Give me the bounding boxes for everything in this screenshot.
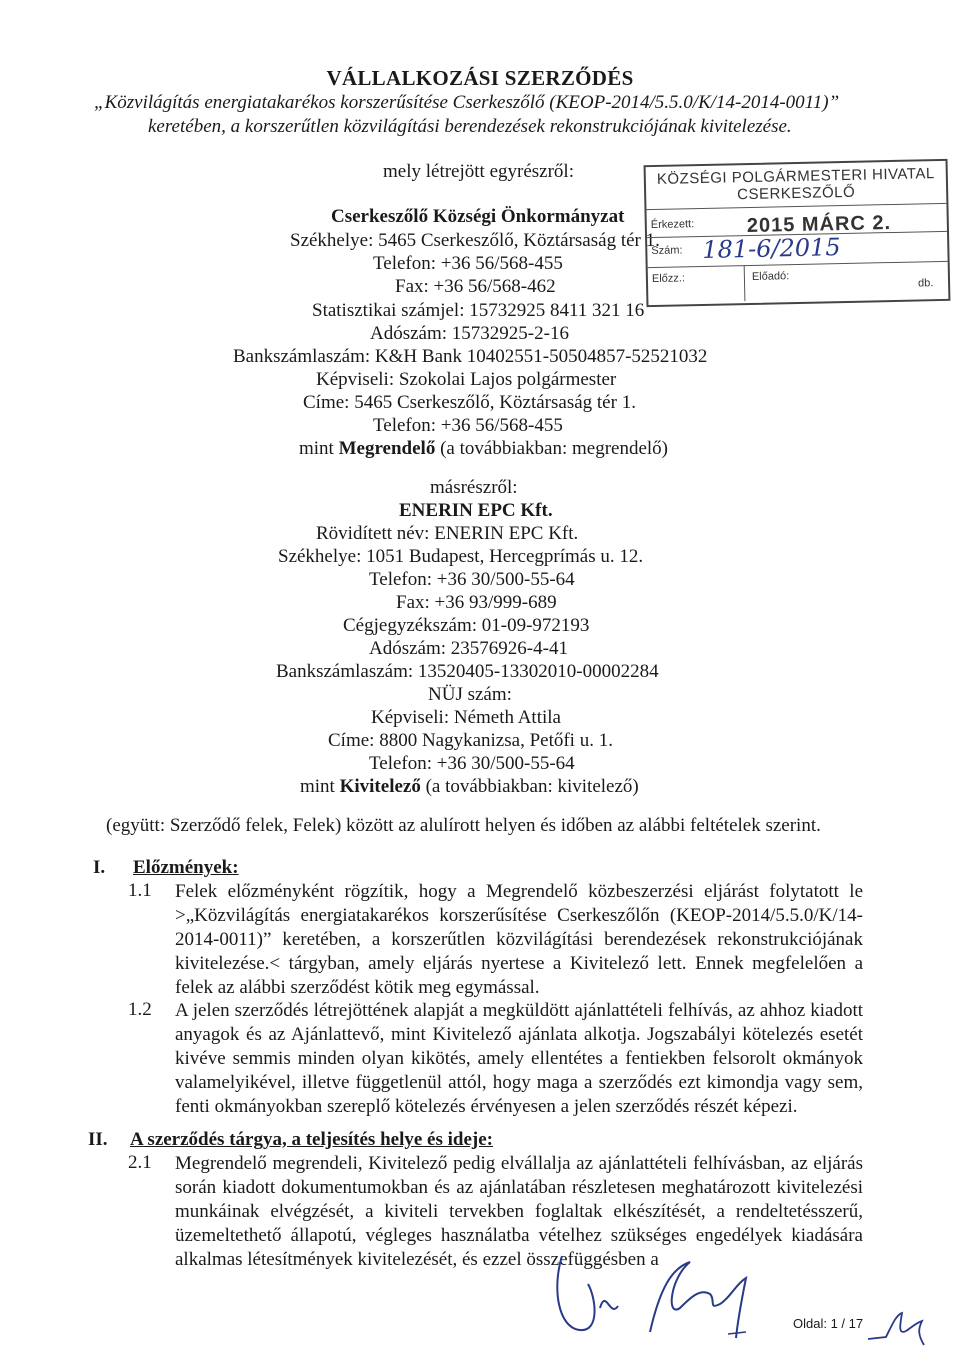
document-subtitle-line2: keretében, a korszerűtlen közvilágítási berendezések rekonstrukciójának kivitelezése.	[148, 116, 792, 137]
para-1-1-number: 1.1	[128, 880, 152, 901]
signature-scribble	[540, 1248, 790, 1348]
party2-rep: Képviseli: Németh Attila	[371, 707, 561, 728]
party1-tax: Adószám: 15732925-2-16	[370, 323, 569, 344]
initials-scribble	[862, 1305, 932, 1350]
party2-name: ENERIN EPC Kft.	[399, 500, 553, 521]
stamp-header: KÖZSÉGI POLGÁRMESTERI HIVATAL CSERKESZŐLŐ	[656, 165, 935, 204]
together-clause: (együtt: Szerződő felek, Felek) között az alulírott helyen és időben az alábbi feltételek szerint.	[106, 815, 821, 836]
stamp-handler-label: Előadó:	[751, 270, 790, 283]
party2-tax: Adószám: 23576926-4-41	[369, 638, 568, 659]
stamp-received-label: Érkezett:	[650, 218, 695, 232]
party2-seat: Székhelye: 1051 Budapest, Hercegprímás u. 12.	[278, 546, 644, 567]
page-number: Oldal: 1 / 17	[793, 1316, 864, 1331]
party1-addr: Címe: 5465 Cserkeszőlő, Köztársaság tér 1.	[303, 392, 636, 413]
party2-phone: Telefon: +36 30/500-55-64	[369, 569, 575, 590]
stamp-divider	[744, 265, 747, 301]
stamp-received-date: 2015 MÁRC 2.	[746, 212, 892, 238]
party2-bank: Bankszámlaszám: 13520405-13302010-00002284	[276, 661, 659, 682]
stamp-pieces-label: db.	[917, 277, 934, 290]
party2-nuj: NÜJ szám:	[428, 684, 512, 705]
party1-role: mint Megrendelő (a továbbiakban: megrendelő)	[299, 438, 669, 459]
para-1-2-number: 1.2	[128, 999, 152, 1020]
para-2-1-number: 2.1	[128, 1152, 152, 1173]
party2-role: mint Kivitelező (a továbbiakban: kivitelező)	[300, 776, 639, 797]
party1-phone: Telefon: +36 56/568-455	[373, 253, 563, 274]
stamp-number-label: Szám:	[651, 244, 683, 258]
section2-number: II.	[88, 1129, 108, 1150]
party2-phone2: Telefon: +36 30/500-55-64	[369, 753, 575, 774]
party1-seat: Székhelye: 5465 Cserkeszőlő, Köztársaság tér 1.	[290, 230, 660, 251]
stamp-prev-label: Előzz.:	[651, 272, 686, 286]
document-title: VÁLLALKOZÁSI SZERZŐDÉS	[326, 66, 634, 90]
para-1-2-text: A jelen szerződés létrejöttének alapját a megküldött ajánlattételi felhívás, az ahhoz kiadott anyagok és az Ajánlattevő, mint Kivitelező ajánlata alkotja. Jogszabályi kötelezés esetét kivéve semmis minden olyan kikötés, amely ellentétes a fentiekben felsorolt okmányok valamelyikével, illetve függetlenül attól, hogy maga a szerződés ezt kimondja vagy sem, fenti okmányokban szereplő kötelezés érvényesen a jelen szerződés részét képezi.	[175, 1000, 863, 1117]
intro-one: mely létrejött egyrészről:	[383, 161, 574, 182]
section2-title: A szerződés tárgya, a teljesítés helye és ideje:	[130, 1129, 493, 1150]
party1-fax: Fax: +36 56/568-462	[395, 276, 556, 297]
para-1-1-text: Felek előzményként rögzítik, hogy a Megrendelő közbeszerzési eljárást folytatott le >„Közvilágítás energiatakarékos korszerűsítése Cserkeszőlőn (KEOP-2014/5.5.0/K/14-2014-0011)” keretében, a korszerűtlen közvilágítási berendezések rekonstrukciójának kivitelezése.< tárgyban, amely eljárás nyertese a Kivitelező lett. Ennek megfelelően a felek az alábbi szerződést kötik meg egymással.	[175, 881, 863, 998]
registry-stamp	[644, 159, 951, 307]
party2-fax: Fax: +36 93/999-689	[396, 592, 557, 613]
section1-number: I.	[93, 857, 106, 878]
party1-stat: Statisztikai számjel: 15732925 8411 321 16	[312, 300, 645, 321]
para-2-1-text: Megrendelő megrendeli, Kivitelező pedig elvállalja az ajánlattételi felhívásban, az eljárás során kiadott dokumentumokban és az ajánlatában részletesen meghatározott kivitelezési munkáinak elvégzését, a kiviteli tervekben foglaltak elkészítését, a rendeltetésszerű, üzemeltethető állapotú, végleges használatba vételhez szükséges engedélyek kiadására alkalmas létesítmények kivitelezését, és ezzel összefüggésben a	[175, 1153, 863, 1270]
party1-name: Cserkeszőlő Községi Önkormányzat	[331, 206, 625, 227]
party1-bank: Bankszámlaszám: K&H Bank 10402551-50504857-52521032	[233, 346, 708, 367]
intro-two: másrészről:	[430, 477, 518, 498]
party2-reg: Cégjegyzékszám: 01-09-972193	[343, 615, 590, 636]
party2-addr: Címe: 8800 Nagykanizsa, Petőfi u. 1.	[328, 730, 613, 751]
document-subtitle-line1: „Közvilágítás energiatakarékos korszerűsítése Cserkeszőlő (KEOP-2014/5.5.0/K/14-2014-0011)”	[94, 92, 840, 113]
party1-phone2: Telefon: +36 56/568-455	[373, 415, 563, 436]
party1-rep: Képviseli: Szokolai Lajos polgármester	[316, 369, 617, 390]
stamp-number-handwritten: 181-6/2015	[702, 233, 841, 264]
party2-short: Rövidített név: ENERIN EPC Kft.	[316, 523, 579, 544]
section1-title: Előzmények:	[133, 857, 239, 878]
